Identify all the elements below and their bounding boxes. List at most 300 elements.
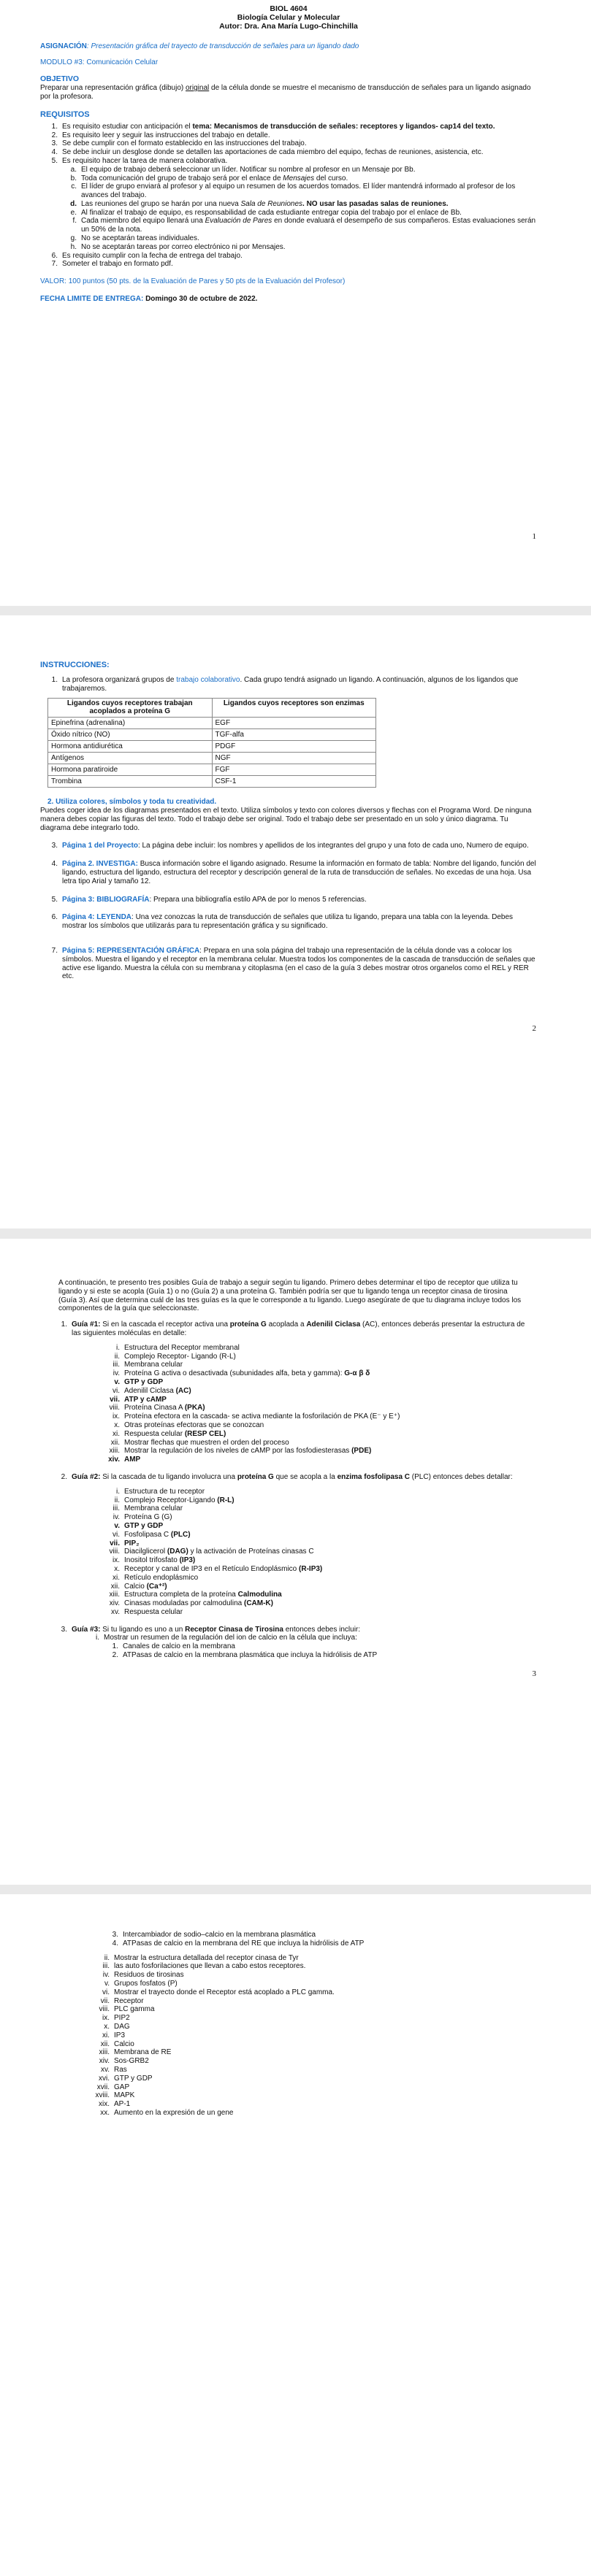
page-1-content <box>40 4 537 304</box>
list-item <box>102 1608 482 1617</box>
guia-2-pre: Si la cascada de tu ligando involucra una <box>100 1472 237 1481</box>
list-item <box>89 1962 484 1971</box>
list-item-text <box>124 1599 482 1608</box>
list-item-number: iv. <box>113 1513 120 1522</box>
list-item-text <box>123 1642 453 1651</box>
list-item-number: viii. <box>99 2005 110 2014</box>
list-item-main: GAP <box>114 2083 130 2091</box>
req-1-pre: Es requisito estudiar con anticipación el <box>62 122 193 131</box>
list-item <box>89 2083 484 2092</box>
sub-d-italic: Sala de Reuniones <box>240 199 303 208</box>
list-item-text <box>124 1344 482 1353</box>
asignacion-label: ASIGNACIÓN <box>40 42 87 51</box>
list-item-main: Proteína efectora en la cascada- se activa mediante la fosforilación de PKA (E⁻ y E⁺) <box>124 1412 400 1421</box>
list-item <box>102 1539 482 1548</box>
document-header <box>40 4 537 31</box>
list-item-number: xiii. <box>99 2048 110 2057</box>
list-item-main: Respuesta celular <box>124 1429 185 1438</box>
sub-d: d. Las reuniones del grupo se harán por una nueva Sala de Reuniones. NO usar las pasadas salas de reuniones. <box>70 199 449 208</box>
list-item-number: vii. <box>110 1539 120 1547</box>
req-6: 6. Es requisito cumplir con la fecha de entrega del trabajo. <box>40 252 537 261</box>
req-5-text: Es requisito hacer la tarea de manera colaborativa. <box>62 156 228 165</box>
sub-b: b. Toda comunicación del grupo de trabajo será por el enlace de Mensajes del curso. <box>70 174 348 182</box>
table-cell: Antígenos <box>48 753 213 764</box>
list-item-number: v. <box>114 1521 120 1530</box>
page-1 <box>0 0 591 606</box>
valor-text: 100 puntos (50 pts. de la Evaluación de Pares y 50 pts de la Evaluación del Profesor) <box>66 277 346 286</box>
course-code: BIOL 4604 <box>270 4 308 13</box>
list-item <box>102 1387 482 1396</box>
list-item-text <box>124 1430 482 1439</box>
list-item-number: xix. <box>99 2100 110 2109</box>
page-2-content <box>40 653 537 981</box>
list-item <box>102 1599 482 1608</box>
list-item-text <box>114 1988 484 1997</box>
sub-f-post: en donde evaluará el desempeño de sus compañeros. Estas evaluaciones serán un 50% de la nota. <box>81 217 536 234</box>
sub-g: g. No se aceptarán tareas individuales. <box>65 234 537 243</box>
list-item <box>102 1396 482 1404</box>
list-item-bold: (PKA) <box>184 1404 205 1412</box>
list-item-number: vii. <box>110 1395 120 1404</box>
guia-3-post: entonces debes incluir: <box>283 1625 361 1634</box>
list-item-main: Proteína G activa o desactivada (subunidades alfa, beta y gamma): <box>124 1369 345 1378</box>
list-item-number: viii. <box>109 1404 120 1412</box>
list-item <box>102 1496 482 1505</box>
instr-7-label: Página 5: REPRESENTACIÓN GRÁFICA <box>62 946 200 955</box>
list-item <box>102 1439 482 1447</box>
list-item-main: Canales de calcio en la membrana <box>123 1642 235 1651</box>
guia-2-bold-2: enzima fosfolipasa C <box>337 1472 411 1481</box>
sub-d-bold: . NO usar las pasadas salas de reuniones. <box>302 199 449 208</box>
guia-2-mid: que se acopla a la <box>273 1472 338 1481</box>
list-item-number: ix. <box>113 1412 120 1421</box>
guia-1-mid: acoplada a <box>266 1320 307 1329</box>
guia-1-list <box>102 1344 482 1464</box>
instr-5: 5. Página 3: BIBLIOGRAFÍA: Prepara una bibliografía estilo APA de por lo menos 5 referencias. <box>51 895 367 904</box>
list-item <box>110 1931 453 1939</box>
list-item-main: Estructura completa de la proteína <box>124 1591 238 1599</box>
list-item-extra: y la activación de Proteínas cinasas C <box>188 1547 314 1556</box>
page-number-2: 2 <box>532 1024 536 1033</box>
objetivo-post: de la célula donde se muestre el mecanismo de transducción de señales para un ligando asignado por la profesora. <box>40 84 531 101</box>
list-item-number: xiv. <box>109 1599 120 1608</box>
list-item-text <box>124 1439 482 1447</box>
list-item-main: Estructura de tu receptor <box>124 1487 205 1496</box>
list-item-main: Respuesta celular <box>124 1607 183 1616</box>
list-item <box>102 1447 482 1456</box>
list-item-main: Estructura del Receptor membranal <box>124 1343 240 1352</box>
guia-3-bold-1: Receptor Cinasa de Tirosina <box>185 1625 283 1634</box>
req-2: 2. Es requisito leer y seguir las instrucciones del trabajo en detalle. <box>40 131 537 140</box>
list-item-number: xv. <box>100 2065 110 2074</box>
requisitos-title: REQUISITOS <box>40 109 90 119</box>
list-item-bold: (CAM-K) <box>243 1599 273 1608</box>
table-cell: EGF <box>212 718 376 729</box>
list-item-main: IP3 <box>114 2031 126 2039</box>
guia-3-item-i: i. Mostrar un resumen de la regulación del ion de calcio en la célula que incluya: <box>89 1634 469 1642</box>
guia-1-bold-2: Adenilil Ciclasa <box>306 1320 361 1329</box>
sub-h: h. No se aceptarán tareas por correo electrónico ni por Mensajes. <box>65 243 537 252</box>
list-item-text <box>114 2109 484 2118</box>
list-item-text <box>124 1396 482 1404</box>
list-item-text <box>124 1531 482 1539</box>
list-item-number: ix. <box>102 2014 110 2023</box>
instr-7: 7. Página 5: REPRESENTACIÓN GRÁFICA: Prepara en una sola página del trabajo una representación de la célula donde vas a colocar los símbolos. Muestra el ligando y el receptor en la membrana celular. Muestra todos los componentes de la cascada de transducción de señales que active ese ligando. Muestra la célula con su membrana y citoplasma (en el caso de la guía 3 debes mostrar otros organelos como el REL y RER etc. <box>51 946 535 981</box>
list-item-text <box>124 1522 482 1531</box>
guia-3: 3. Guía #3: Si tu ligando es uno a un Receptor Cinasa de Tirosina entonces debes incluir: <box>61 1625 361 1634</box>
page-2 <box>0 615 591 1229</box>
list-item-text <box>124 1608 482 1617</box>
list-item-number: vi. <box>113 1530 120 1539</box>
list-item-main: Retículo endoplásmico <box>124 1573 199 1582</box>
guia-2-post: (PLC) entonces debes detallar: <box>410 1472 513 1481</box>
guia-3-list <box>89 1954 484 2118</box>
list-item-text <box>114 2075 484 2083</box>
list-item <box>89 2057 484 2066</box>
instr-4-text: Busca información sobre el ligando asignado. Resume la información en formato de tabla: Nombre del ligando, función del ligando, estructura del ligando, estructura del receptor y descripción general de la ruta de transducción de señales. No excedas de una hoja. Usa letra tipo Arial y tamaño 12. <box>62 860 536 885</box>
list-item-number: vi. <box>102 1988 110 1996</box>
fecha-text: Domingo 30 de octubre de 2022. <box>143 295 258 304</box>
sub-e: e. Al finalizar el trabajo de equipo, es responsabilidad de cada estudiante entregar copia del trabajo por el enlace de Bb. <box>65 209 537 218</box>
req-4: 4. Se debe incluir un desglose donde se detallen las aportaciones de cada miembro del equipo, fechas de reuniones, asistencia, etc. <box>40 148 537 157</box>
list-item-text <box>114 2083 484 2092</box>
list-item-number: xi. <box>102 2031 110 2039</box>
list-item-number: i. <box>116 1343 120 1352</box>
list-item-bold: (R-IP3) <box>299 1564 323 1573</box>
list-item-main: Mostrar el trayecto donde el Receptor está acoplado a PLC gamma. <box>114 1988 335 1996</box>
list-item-bold: (PLC) <box>170 1530 191 1539</box>
list-item-main: Complejo Receptor- Ligando (R-L) <box>124 1352 236 1361</box>
list-item <box>110 1651 453 1660</box>
guia-3-pre: Si tu ligando es uno a un <box>100 1625 186 1634</box>
instr-4: 4. Página 2. INVESTIGA: Busca información sobre el ligando asignado. Resume la información en formato de tabla: Nombre del ligando, función del ligando, estructura del ligando, estructura del receptor y descripción general de la ruta de transducción de señales. No excedas de una hoja. Usa letra tipo Arial y tamaño 12. <box>51 860 536 885</box>
list-item-main: Membrana de RE <box>114 2048 172 2057</box>
list-item-text <box>114 1954 484 1963</box>
list-item-main: Inositol trifosfato <box>124 1556 180 1565</box>
list-item-number: 3. <box>112 1931 118 1939</box>
req-5-sublist <box>65 166 537 252</box>
sub-c: c. El líder de grupo enviará al profesor y al equipo un resumen de los acuerdos tomados. El líder mantendrá informado al profesor de los avances del trabajo. <box>65 182 537 200</box>
guia-3-sublist <box>110 1642 453 1660</box>
list-item-main: Mostrar la estructura detallada del receptor cinasa de Tyr <box>114 1953 299 1962</box>
list-item-main: Membrana celular <box>124 1361 183 1369</box>
page-3-content <box>58 1279 526 1660</box>
list-item <box>102 1421 482 1430</box>
list-item-main: Membrana celular <box>124 1504 183 1513</box>
instr-6-text: : Una vez conozcas la ruta de transducción de señales que utiliza tu ligando, prepara una tabla con la leyenda. Debes mostrar los símbolos que utilizarás para tu representación gráfica y su significado. <box>62 913 514 931</box>
instr-3-text: : La página debe incluir: los nombres y apellidos de los integrantes del grupo y una foto de cada uno, Numero de equipo. <box>137 842 529 850</box>
list-item-number: iv. <box>102 1971 110 1980</box>
list-item-text <box>114 2023 484 2031</box>
list-item-number: xiv. <box>108 1456 120 1464</box>
list-item-number: xvi. <box>99 2074 110 2083</box>
page-4 <box>0 1894 591 2576</box>
guias-intro: A continuación, te presento tres posibles Guía de trabajo a seguir según tu ligando. Primero debes determinar el tipo de receptor que utiliza tu ligando y si este se acopla (Guía 1) o no (Guía 2) a una proteína G. También podría ser que tu ligando tenga un receptor cinasa de tirosina (Guía 3). Así que determina cuál de las tres guías es la que le corresponde a tu ligando. Luego asegúrate de que tu diagrama incluye todos los componentes de la guía que seleccionaste. <box>58 1279 522 1313</box>
list-item-text <box>124 1353 482 1361</box>
list-item-bold: (PDE) <box>351 1447 372 1456</box>
list-item-number: xi. <box>113 1573 120 1582</box>
list-item-main: Fosfolipasa C <box>124 1530 171 1539</box>
list-item-main: GTP y GDP <box>124 1377 164 1386</box>
list-item-text <box>124 1496 482 1505</box>
list-item-main: GTP y GDP <box>124 1521 164 1530</box>
list-item-number: v. <box>104 1979 110 1988</box>
ligands-table <box>47 698 376 788</box>
list-item-main: ATPasas de calcio en la membrana del RE que incluya la hidrólisis de ATP <box>123 1939 365 1948</box>
list-item-text <box>114 1962 484 1971</box>
guia-2-label: Guía #2: <box>72 1472 101 1481</box>
list-item-main: PLC gamma <box>114 2005 155 2014</box>
list-item-text <box>114 2091 484 2100</box>
list-item-number: xx. <box>100 2108 110 2117</box>
list-item-main: ATPasas de calcio en la membrana plasmática que incluya la hidrólisis de ATP <box>123 1651 378 1660</box>
list-item <box>102 1430 482 1439</box>
list-item-main: Intercambiador de sodio–calcio en la membrana plasmática <box>123 1931 316 1939</box>
list-item-number: v. <box>114 1377 120 1386</box>
guia-1-pre: Si en la cascada el receptor activa una <box>100 1320 230 1329</box>
list-item-main: Receptor y canal de IP3 en el Retículo Endoplásmico <box>124 1564 300 1573</box>
objetivo-text <box>40 84 537 101</box>
fecha-label: FECHA LIMITE DE ENTREGA: <box>40 295 144 304</box>
list-item-number: iii. <box>113 1361 120 1369</box>
guia-3-item-i-text: Mostrar un resumen de la regulación del ion de calcio en la célula que incluya: <box>104 1634 357 1642</box>
guia-2: 2. Guía #2: Si la cascada de tu ligando involucra una proteína G que se acopla a la enzima fosfolipasa C (PLC) entonces debes detallar: <box>61 1472 513 1481</box>
list-item <box>102 1565 482 1574</box>
table-row <box>48 764 376 776</box>
list-item <box>102 1344 482 1353</box>
list-item-number: x. <box>114 1564 120 1573</box>
list-item <box>89 1988 484 1997</box>
subject-title: Biología Celular y Molecular <box>237 13 340 23</box>
objetivo-title: OBJETIVO <box>40 74 80 83</box>
list-item-text <box>114 2048 484 2057</box>
ligands-col-1-header: Ligandos cuyos receptores trabajan acoplados a proteína G <box>48 698 213 718</box>
list-item-number: ii. <box>114 1352 120 1361</box>
table-cell: CSF-1 <box>212 776 376 788</box>
list-item <box>110 1642 453 1651</box>
objetivo-underline: original <box>186 84 210 93</box>
list-item-main: GTP y GDP <box>114 2074 153 2083</box>
list-item <box>89 1954 484 1963</box>
instr-4-label: Página 2. INVESTIGA: <box>62 860 138 869</box>
instr-6: 6. Página 4: LEYENDA: Una vez conozcas la ruta de transducción de señales que utiliza tu ligando, prepara una tabla con la leyenda. Debes mostrar los símbolos que utilizarás para tu representación gráfica y su significado. <box>51 913 514 931</box>
list-item-text <box>114 2040 484 2049</box>
list-item-text <box>124 1591 482 1599</box>
list-item-main: Otras proteínas efectoras que se conozcan <box>124 1420 264 1429</box>
req-4-text: Se debe incluir un desglose donde se detallen las aportaciones de cada miembro del equipo, fechas de reuniones, asistencia, etc. <box>62 148 484 157</box>
list-item <box>102 1547 482 1556</box>
list-item-text <box>114 1971 484 1980</box>
table-cell: Hormona antidiurética <box>48 741 213 753</box>
list-item-main: Proteína Cinasa A <box>124 1404 185 1412</box>
asignacion-text: : Presentación gráfica del trayecto de transducción de señales para un ligando dado <box>86 42 359 51</box>
req-1-bold: tema: Mecanismos de transducción de señales: receptores y ligandos- cap14 del texto. <box>192 122 495 131</box>
list-item-number: xiv. <box>99 2057 110 2066</box>
instr-1-blue: trabajo colaborativo <box>176 675 240 684</box>
instr-5-text: : Prepara una bibliografía estilo APA de por lo menos 5 referencias. <box>149 895 367 904</box>
list-item-text <box>114 2031 484 2040</box>
table-row <box>48 729 376 741</box>
list-item-text <box>124 1504 482 1513</box>
list-item <box>102 1556 482 1565</box>
req-6-text: Es requisito cumplir con la fecha de entrega del trabajo. <box>62 251 243 260</box>
list-item-text <box>124 1539 482 1548</box>
instrucciones-title: INSTRUCCIONES: <box>40 661 110 669</box>
list-item <box>89 1997 484 2006</box>
list-item-main: AMP <box>124 1456 141 1464</box>
list-item-number: x. <box>114 1420 120 1429</box>
list-item-text <box>124 1421 482 1430</box>
list-item <box>89 2005 484 2014</box>
table-cell: FGF <box>212 764 376 776</box>
guia-1-bold-1: proteína G <box>229 1320 267 1329</box>
sub-c-text: El líder de grupo enviará al profesor y al equipo un resumen de los acuerdos tomados. El líder mantendrá informado al profesor de los avances del trabajo. <box>81 182 516 200</box>
ligands-col-2-header: Ligandos cuyos receptores son enzimas <box>212 698 376 718</box>
list-item <box>102 1404 482 1412</box>
list-item-text <box>124 1378 482 1387</box>
list-item-number: ix. <box>113 1556 120 1565</box>
list-item <box>110 1939 453 1948</box>
list-item <box>102 1504 482 1513</box>
sub-b-pre: Toda comunicación del grupo de trabajo será por el enlace de <box>81 174 283 182</box>
page-3 <box>0 1239 591 1885</box>
req-2-text: Es requisito leer y seguir las instrucciones del trabajo en detalle. <box>62 131 270 139</box>
sub-d-pre: Las reuniones del grupo se harán por una nueva <box>81 199 241 208</box>
list-item-main: las auto fosforilaciones que llevan a cabo estos receptores. <box>114 1962 306 1971</box>
guia-1: 1. Guía #1: Si en la cascada el receptor activa una proteína G acoplada a Adenilil Ciclasa (AC), entonces deberás presentar la estructura de las siguientes moléculas en detalle: <box>61 1320 525 1337</box>
list-item-main: Proteína G (G) <box>124 1513 172 1522</box>
list-item <box>102 1574 482 1583</box>
list-item-number: iii. <box>113 1504 120 1513</box>
list-item <box>102 1378 482 1387</box>
list-item <box>102 1456 482 1464</box>
list-item-number: xii. <box>110 1438 120 1447</box>
table-row <box>48 718 376 729</box>
req-1: 1. Es requisito estudiar con anticipación el tema: Mecanismos de transducción de señales: receptores y ligandos- cap14 del texto. <box>51 122 495 131</box>
table-cell: Óxido nítrico (NO) <box>48 729 213 741</box>
list-item-number: ii. <box>114 1496 120 1504</box>
sub-f-pre: Cada miembro del equipo llenará una <box>81 217 205 226</box>
guia-3-sublist-continued <box>110 1931 453 1948</box>
list-item-main: Calcio <box>124 1582 147 1591</box>
req-3-text: Se debe cumplir con el formato establecido en las instrucciones del trabajo. <box>62 139 307 148</box>
list-item-main: Aumento en la expresión de un gene <box>114 2108 234 2117</box>
req-7-text: Someter el trabajo en formato pdf. <box>62 260 173 269</box>
fecha-limite <box>40 295 537 304</box>
instr-2-text: Puedes coger idea de los diagramas presentados en el texto. Utiliza símbolos y texto con colores diversos y flechas con el Programa Word. De ninguna manera debes copiar las figuras del texto. Todo el trabajo debe ser original. Todo el trabajo debe ser presentado en un solo y único diagrama. Tu diagrama debe integrarlo todo. <box>40 806 532 832</box>
table-cell: TGF-alfa <box>212 729 376 741</box>
instr-5-label: Página 3: BIBLIOGRAFÍA <box>62 895 150 904</box>
list-item-number: 4. <box>112 1939 118 1948</box>
ligands-table-body <box>48 718 376 788</box>
guia-1-post: (AC), entonces deberás presentar la estructura de las siguientes moléculas en detalle: <box>72 1320 525 1337</box>
table-cell: Epinefrina (adrenalina) <box>48 718 213 729</box>
list-item-text <box>114 1980 484 1988</box>
list-item-main: Adenilil Ciclasa <box>124 1386 176 1395</box>
list-item <box>89 2091 484 2100</box>
list-item-number: iii. <box>102 1962 110 1971</box>
objetivo-pre: Preparar una representación gráfica (dibujo) <box>40 84 186 93</box>
list-item-text <box>124 1513 482 1522</box>
list-item-number: xviii. <box>95 2091 110 2100</box>
sub-h-text: No se aceptarán tareas por correo electrónico ni por Mensajes. <box>81 242 286 251</box>
list-item-number: xiii. <box>109 1591 120 1599</box>
list-item <box>89 1980 484 1988</box>
list-item-number: vi. <box>113 1386 120 1395</box>
list-item <box>102 1583 482 1591</box>
list-item <box>89 2100 484 2109</box>
list-item <box>102 1412 482 1421</box>
sub-b-post: del curso. <box>314 174 348 182</box>
list-item <box>102 1591 482 1599</box>
sub-f-italic: Evaluación de Pares <box>205 217 272 226</box>
list-item-number: xvii. <box>96 2083 110 2091</box>
instr-1: 1. La profesora organizará grupos de trabajo colaborativo. Cada grupo tendrá asignado un ligando. A continuación, algunos de los ligandos que trabajaremos. <box>51 675 519 693</box>
list-item-main: MAPK <box>114 2091 135 2100</box>
table-row <box>48 741 376 753</box>
list-item-main: Calcio <box>114 2039 134 2048</box>
list-item-number: xv. <box>110 1607 120 1616</box>
list-item-bold: Calmodulina <box>237 1591 282 1599</box>
guia-3-label: Guía #3: <box>72 1625 101 1634</box>
list-item <box>89 2031 484 2040</box>
list-item-main: AP-1 <box>114 2100 131 2109</box>
list-item-bold: (IP3) <box>179 1556 196 1565</box>
instr-1-pre: La profesora organizará grupos de <box>62 675 177 684</box>
list-item-number: ii. <box>104 1953 110 1962</box>
list-item-text <box>114 1997 484 2006</box>
list-item-text <box>124 1361 482 1369</box>
list-item-text <box>114 2066 484 2075</box>
sub-e-text: Al finalizar el trabajo de equipo, es responsabilidad de cada estudiante entregar copia del trabajo por el enlace de Bb. <box>81 208 462 217</box>
guia-1-label: Guía #1: <box>72 1320 101 1329</box>
list-item <box>102 1488 482 1496</box>
list-item <box>89 2048 484 2057</box>
table-cell: PDGF <box>212 741 376 753</box>
instr-7-text: : Prepara en una sola página del trabajo una representación de la célula donde vas a colocar los símbolos. Muestra el ligando y el receptor en la membrana celular. Muestra todos los componentes de la cascada de transducción de señales que active ese ligando. Muestra la célula con su membrana y citoplasma (en el caso de la guía 3 debes mostrar otros organelos como el REL y RER etc. <box>62 946 535 981</box>
list-item-bold: (DAG) <box>167 1547 188 1556</box>
list-item-number: xiii. <box>109 1447 120 1456</box>
list-item-main: Mostrar flechas que muestren el orden del proceso <box>124 1438 289 1447</box>
list-item-text <box>123 1651 453 1660</box>
req-3: 3. Se debe cumplir con el formato establecido en las instrucciones del trabajo. <box>40 139 537 148</box>
list-item-number: 1. <box>112 1642 118 1651</box>
list-item-main: Complejo Receptor-Ligando <box>124 1496 218 1504</box>
list-item <box>102 1531 482 1539</box>
instr-2-title: 2. Utiliza colores, símbolos y toda tu creatividad. <box>47 798 217 807</box>
list-item-number: viii. <box>109 1547 120 1556</box>
list-item-text <box>124 1565 482 1574</box>
list-item-main: Mostrar la regulación de los niveles de cAMP por las fosfodiesterasas <box>124 1447 352 1456</box>
list-item-bold: (AC) <box>175 1386 191 1395</box>
list-item-main: Residuos de tirosinas <box>114 1971 184 1980</box>
list-item-bold: (Ca⁺²) <box>146 1582 167 1591</box>
list-item-number: 2. <box>112 1651 118 1660</box>
instr-3: 3. Página 1 del Proyecto: La página debe incluir: los nombres y apellidos de los integrantes del grupo y una foto de cada uno, Numero de equipo. <box>51 842 529 850</box>
list-item-text <box>124 1556 482 1565</box>
sub-g-text: No se aceptarán tareas individuales. <box>81 234 199 243</box>
instr-6-label: Página 4: LEYENDA <box>62 913 132 922</box>
instr-3-label: Página 1 del Proyecto <box>62 842 138 850</box>
list-item-text <box>124 1574 482 1583</box>
page-number-1: 1 <box>532 532 536 541</box>
list-item-main: ATP y cAMP <box>124 1395 167 1404</box>
list-item <box>89 2109 484 2118</box>
list-item-text <box>124 1583 482 1591</box>
list-item-bold: (RESP CEL) <box>184 1429 226 1438</box>
list-item-text <box>114 2057 484 2066</box>
list-item <box>89 2014 484 2023</box>
